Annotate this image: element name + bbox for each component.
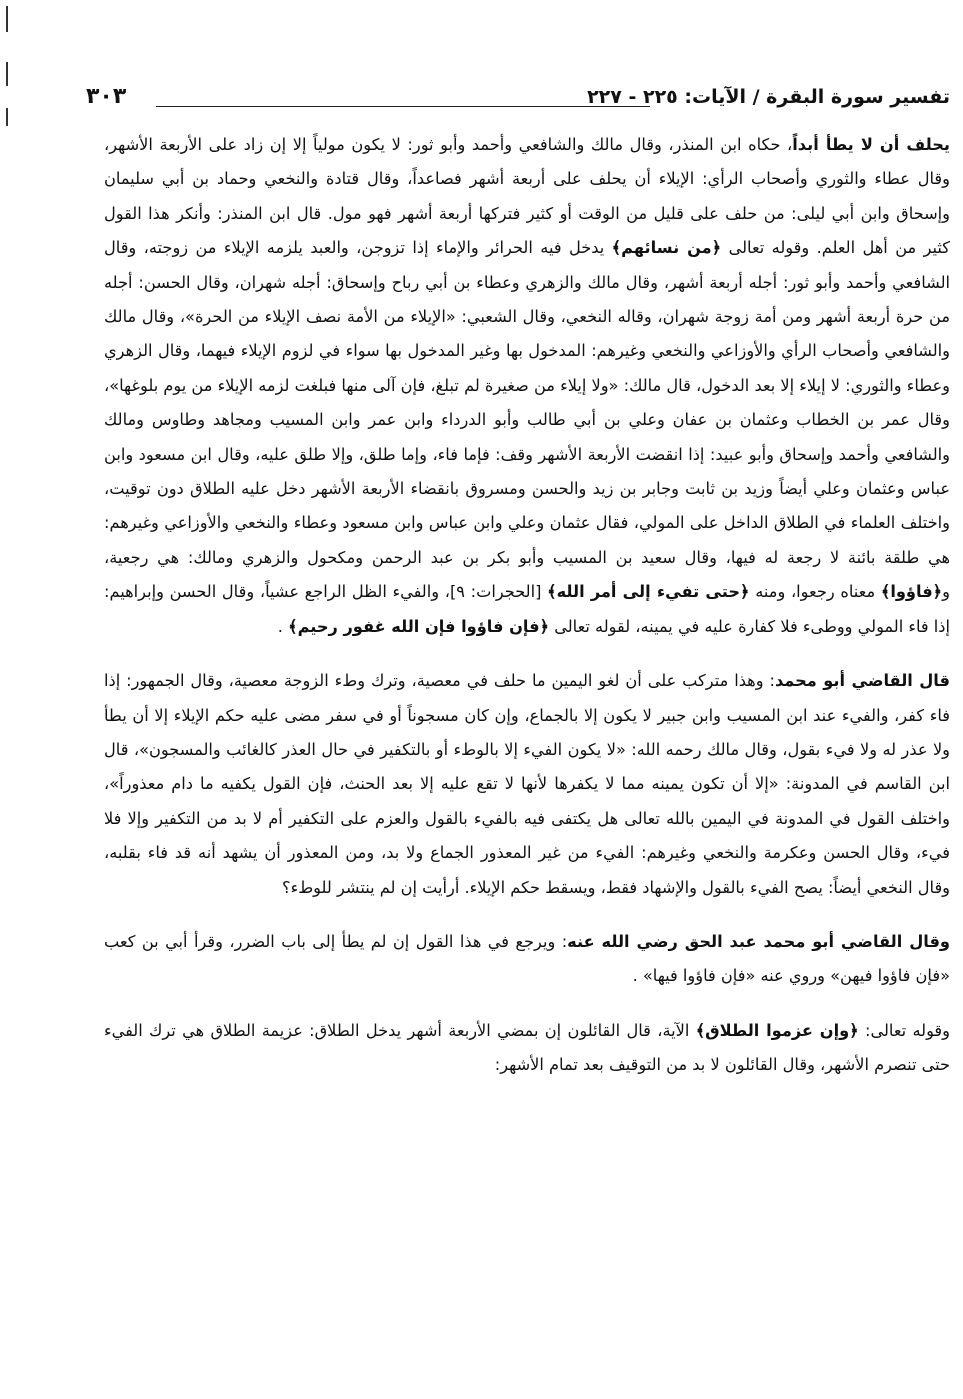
page-edge-marks <box>6 0 10 1399</box>
bold-phrase: قال القاضي أبو محمد <box>774 671 950 691</box>
running-title: تفسير سورة البقرة / الآيات: ٢٢٥ - ٢٢٧ <box>587 86 950 108</box>
bold-phrase: ﴿فاؤوا﴾ <box>880 582 943 602</box>
bold-phrase: ﴿حتى تفيء إلى أمر الله﴾ <box>547 582 750 602</box>
body-text <box>104 128 950 1083</box>
text-run: . <box>277 616 289 636</box>
text-run: ، حكاه ابن المنذر، وقال مالك والشافعي وأحمد وأبو ثور: لا يكون مولياً إلا إن زاد على الأربعة الأشهر، وقال عطاء والثوري وأصحاب الرأي: الإيلاء أن يحلف على أربعة أشهر فصاعداً، وقال قتادة والنخعي وحماد بن أبي سليمان وإسحاق وابن أبي ليلى: من حلف على قليل من الوقت أو كثير فتركها أربعة أشهر فهو مول. قال ابن المنذر: وأنكر هذا القول كثير من أهل العلم. وقوله تعالى <box>104 135 950 258</box>
page-header <box>86 84 950 124</box>
text-run: : ويرجع في هذا القول إن لم يطأ إلى باب الضرر، وقرأ أبي بن كعب «فإن فاؤوا فيهن» وروي عنه «فإن فاؤوا فيها» . <box>104 931 950 986</box>
text-run: يدخل فيه الحرائر والإماء إذا تزوجن، والعبد يلزمه الإيلاء من زوجته، وقال الشافعي وأحمد وأبو ثور: أجله أربعة أشهر، وقال مالك والزهري وعطاء بن أبي رباح وإسحاق: أجله شهران، وقال الحسن: أجله من حرة أربعة أشهر ومن أمة زوجة شهران، وقاله النخعي، وقال الشعبي: «الإيلاء من الأمة نصف الإيلاء من الحرة»، وقال مالك والشافعي وأصحاب الرأي والأوزاعي والنخعي وغيرهم: المدخول بها وغير المدخول بها سواء في لزوم الإيلاء فيهما، وقال الزهري وعطاء والثوري: لا إيلاء إلا بعد الدخول، قال مالك: «ولا إيلاء من صغيرة لم تبلغ، فإن آلى منها فبلغت لزمه الإيلاء من يوم بلوغها»، وقال عمر بن الخطاب وعثمان بن عفان وعلي بن أبي طالب وأبو الدرداء وابن عمر وابن المسيب ومجاهد وطاوس ومالك والشافعي وأحمد وإسحاق وأبو عبيد: إذا انقضت الأربعة الأشهر وقف: فإما فاء، وإما طلق، وإلا طلق عليه، وقال ابن مسعود وابن عباس وعثمان وعلي أيضاً وزيد بن ثابت وجابر بن زيد والحسن ومسروق بانقضاء الأربعة الأشهر دخل عليه الطلاق دون توقيت، واختلف العلماء في الطلاق الداخل على المولي، فقال عثمان وعلي وابن عباس وابن مسعود وعطاء والنخعي والأوزاعي وغيرهم: هي طلقة بائنة لا رجعة له فيها، وقال سعيد بن المسيب وأبو بكر بن عبد الرحمن ومكحول والزهري ومالك: هي رجعية، و <box>104 238 950 602</box>
paragraph <box>104 1014 950 1083</box>
text-run: [الحجرات: ٩]، والفيء الظل الراجع عشياً، وقال الحسن وإبراهيم: إذا فاء المولي ووطىء فلا كفارة عليه في يمينه، لقوله تعالى <box>104 582 950 636</box>
bold-phrase: ﴿فإن فاؤوا فإن الله غفور رحيم﴾ <box>288 616 550 636</box>
paragraph <box>104 664 950 905</box>
text-run: : وهذا متركب على أن لغو اليمين ما حلف في معصية، وترك وطء الزوجة معصية، وقال الجمهور: إذا فاء كفر، والفيء عند ابن المسيب وابن جبير لا يكون إلا بالجماع، وإن كان مسجوناً أو في سفر مضى عليه حكم الإيلاء إلا أن يطأ ولا عذر له ولا فيء بقول، وقال مالك رحمه الله: «لا يكون الفيء إلا بالوطء أو بالتكفير في حال العذر كالغائب والمسجون»، قال ابن القاسم في المدونة: «إلا أن تكون يمينه مما لا يكفرها لأنها لا تقع عليه إلا بعد الحنث، فإن القول يكفيه ما دام معذوراً»، واختلف القول في المدونة في اليمين بالله تعالى هل يكتفى فيه بالفيء بالقول والعزم على التكفير أم لا بد من التكفير وإلا فلا فيء، وقال الحسن وعكرمة والنخعي وغيرهم: الفيء من غير المعذور الجماع ولا بد، ومن المعذور أن يشهد أنه قد فاء بقلبه، وقال النخعي أيضاً: يصح الفيء بالقول والإشهاد فقط، ويسقط حكم الإيلاء. أرأيت إن لم ينتشر للوطء؟ <box>104 671 950 897</box>
paragraph <box>104 925 950 994</box>
text-run: معناه رجعوا، ومنه <box>749 582 881 602</box>
bold-phrase: ﴿من نسائهم﴾ <box>611 238 722 258</box>
text-run: الآية، قال القائلون إن بمضي الأربعة أشهر يدخل الطلاق: عزيمة الطلاق هي ترك الفيء حتى تنصرم الأشهر، وقال القائلون لا بد من التوقيف بعد تمام الأشهر: <box>104 1020 950 1075</box>
bold-phrase: ﴿وإن عزموا الطلاق﴾ <box>695 1020 859 1040</box>
page-number: ٣٠٣ <box>86 84 127 109</box>
bold-phrase: وقال القاضي أبو محمد عبد الحق رضي الله عنه <box>567 931 950 951</box>
paragraph <box>104 128 950 644</box>
text-run: وقوله تعالى: <box>858 1020 950 1040</box>
bold-phrase: يحلف أن لا يطأ أبداً <box>792 135 950 154</box>
header-rule <box>156 106 650 107</box>
